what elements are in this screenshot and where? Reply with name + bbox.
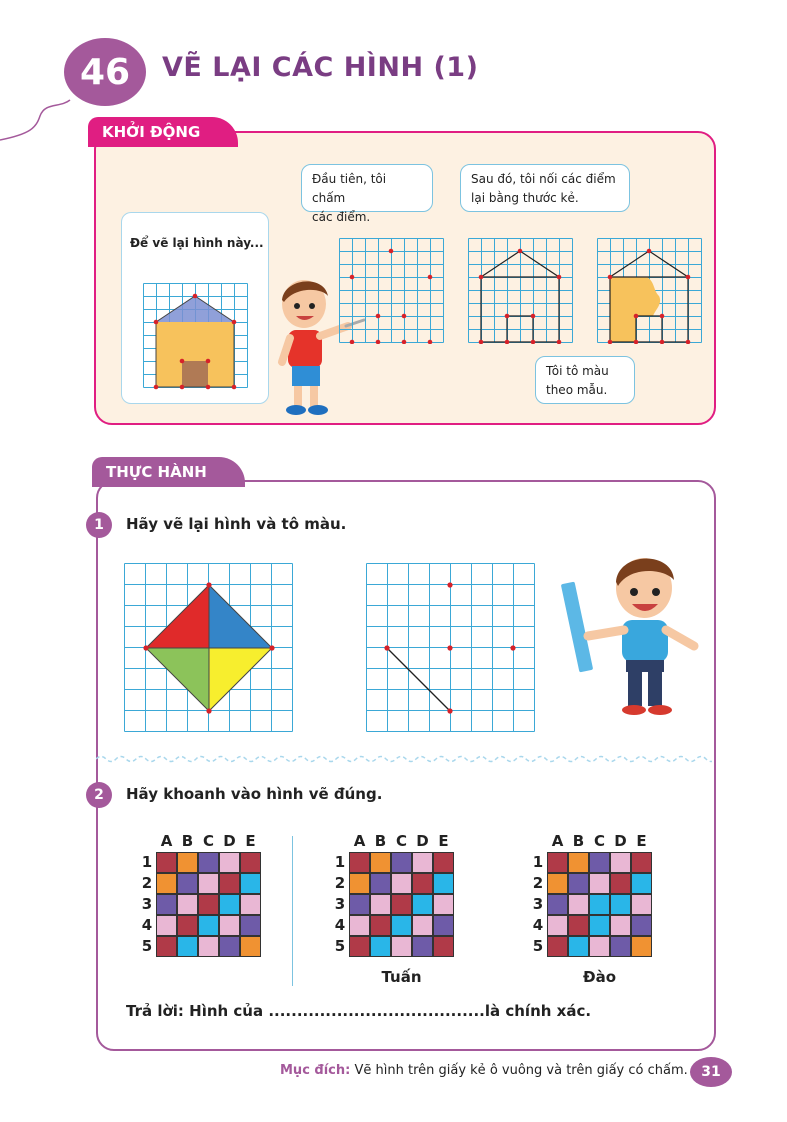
row-header: 1 bbox=[334, 853, 346, 871]
grid-cell bbox=[631, 894, 652, 915]
row-header: 3 bbox=[334, 895, 346, 913]
grid-cell bbox=[631, 852, 652, 873]
grid-cell bbox=[589, 873, 610, 894]
column-header: D bbox=[416, 832, 429, 850]
grid-cell bbox=[391, 915, 412, 936]
page-title: VẼ LẠI CÁC HÌNH (1) bbox=[162, 52, 479, 83]
grid-cell bbox=[349, 873, 370, 894]
row-header: 4 bbox=[141, 916, 153, 934]
column-header: A bbox=[551, 832, 564, 850]
row-header: 4 bbox=[334, 916, 346, 934]
column-header: D bbox=[614, 832, 627, 850]
grid-cell bbox=[156, 915, 177, 936]
balloon-string bbox=[0, 98, 80, 148]
grid-cell bbox=[589, 894, 610, 915]
grid-cell bbox=[547, 936, 568, 957]
grid-cell bbox=[349, 915, 370, 936]
grid-cell bbox=[370, 852, 391, 873]
column-header: B bbox=[374, 832, 387, 850]
grid-cell bbox=[631, 936, 652, 957]
grid-cell bbox=[412, 894, 433, 915]
bubble-1-line-2: các điểm. bbox=[312, 210, 371, 224]
grid-cell bbox=[349, 894, 370, 915]
grid-cell bbox=[547, 894, 568, 915]
page-number-badge bbox=[690, 1057, 732, 1087]
grid-cell bbox=[412, 852, 433, 873]
model-house-grid bbox=[143, 283, 251, 391]
page-number: 31 bbox=[701, 1064, 721, 1080]
speech-bubble-step-1 bbox=[301, 164, 433, 224]
bubble-3-line-2: theo mẫu. bbox=[546, 383, 608, 397]
grid-cell bbox=[412, 873, 433, 894]
question-2-text: Hãy khoanh vào hình vẽ đúng. bbox=[126, 785, 383, 803]
answer-prefix: Trả lời: Hình của bbox=[126, 1002, 269, 1020]
grid-cell bbox=[433, 936, 454, 957]
grid-cell bbox=[219, 873, 240, 894]
q1-exercise-grid[interactable] bbox=[366, 563, 538, 735]
column-header: D bbox=[223, 832, 236, 850]
step-1-dots-grid bbox=[339, 238, 445, 344]
grid-cell bbox=[412, 936, 433, 957]
grid-cell bbox=[240, 915, 261, 936]
grid-cell bbox=[370, 915, 391, 936]
grid-cell bbox=[433, 915, 454, 936]
grid-cell bbox=[610, 894, 631, 915]
started-line bbox=[387, 648, 450, 711]
column-header: B bbox=[181, 832, 194, 850]
grid-cell bbox=[568, 852, 589, 873]
grid-cell bbox=[219, 936, 240, 957]
grid-cell bbox=[610, 936, 631, 957]
lesson-number: 46 bbox=[79, 51, 131, 93]
warmup-tab: KHỞI ĐỘNG bbox=[88, 117, 238, 147]
grid-cell bbox=[589, 936, 610, 957]
column-header: C bbox=[593, 832, 605, 850]
grid-cell bbox=[370, 894, 391, 915]
row-header: 1 bbox=[532, 853, 544, 871]
row-header: 2 bbox=[141, 874, 153, 892]
grid-cell bbox=[568, 894, 589, 915]
grid-cell bbox=[547, 915, 568, 936]
grid-cell bbox=[370, 936, 391, 957]
grid-cell bbox=[547, 852, 568, 873]
lesson-number-badge bbox=[64, 38, 146, 106]
grid-cell bbox=[177, 936, 198, 957]
section-divider bbox=[96, 752, 712, 766]
grid-cell bbox=[370, 873, 391, 894]
answer-line bbox=[126, 1002, 591, 1020]
grid-cell bbox=[610, 873, 631, 894]
grid-cell bbox=[219, 894, 240, 915]
grid-cell bbox=[547, 873, 568, 894]
row-header: 5 bbox=[532, 937, 544, 955]
color-grid-option[interactable] bbox=[531, 830, 661, 990]
grid-cell bbox=[433, 852, 454, 873]
purpose-note bbox=[280, 1063, 688, 1078]
grid-cell bbox=[219, 852, 240, 873]
grid-cell bbox=[391, 852, 412, 873]
grid-cell bbox=[391, 936, 412, 957]
answer-blank[interactable]: ...................................... bbox=[268, 1002, 485, 1020]
grid-cell bbox=[240, 936, 261, 957]
grid-cell bbox=[433, 873, 454, 894]
purpose-label: Mục đích: bbox=[280, 1063, 351, 1078]
grid-cell bbox=[177, 873, 198, 894]
grid-cell bbox=[156, 852, 177, 873]
speech-bubble-step-2 bbox=[460, 164, 630, 212]
grid-cell bbox=[219, 915, 240, 936]
step-2-connected-grid bbox=[468, 238, 574, 344]
grid-cell bbox=[156, 936, 177, 957]
row-header: 2 bbox=[334, 874, 346, 892]
speech-bubble-step-3 bbox=[535, 356, 635, 404]
grid-cell bbox=[349, 936, 370, 957]
intro-text: Để vẽ lại hình này... bbox=[130, 236, 264, 250]
grid-cell bbox=[391, 894, 412, 915]
house-door bbox=[182, 361, 208, 387]
q1-model-grid bbox=[124, 563, 296, 735]
bubble-3-line-1: Tôi tô màu bbox=[546, 364, 609, 378]
grid-cell bbox=[589, 915, 610, 936]
column-header: C bbox=[395, 832, 407, 850]
grid-cell bbox=[631, 915, 652, 936]
grid-cell bbox=[177, 894, 198, 915]
grid-cell bbox=[568, 915, 589, 936]
grid-cell bbox=[433, 894, 454, 915]
grid-cell bbox=[349, 852, 370, 873]
column-header: A bbox=[353, 832, 366, 850]
column-header: A bbox=[160, 832, 173, 850]
grid-owner-name: Đào bbox=[583, 968, 616, 986]
bubble-1-line-1: Đầu tiên, tôi chấm bbox=[312, 172, 387, 205]
color-grid-option[interactable] bbox=[140, 830, 270, 990]
column-header: E bbox=[438, 832, 449, 850]
grid-cell bbox=[631, 873, 652, 894]
color-grid-option[interactable] bbox=[333, 830, 463, 990]
grid-cell bbox=[589, 852, 610, 873]
grid-cell bbox=[198, 936, 219, 957]
grid-cell bbox=[240, 873, 261, 894]
grid-cell bbox=[391, 873, 412, 894]
answer-suffix: là chính xác. bbox=[484, 1002, 592, 1020]
row-header: 3 bbox=[141, 895, 153, 913]
grid-cell bbox=[610, 915, 631, 936]
bubble-2-line-2: lại bằng thước kẻ. bbox=[471, 191, 579, 205]
question-2-number: 2 bbox=[86, 782, 112, 808]
grid-cell bbox=[177, 915, 198, 936]
row-header: 5 bbox=[334, 937, 346, 955]
grid-cell bbox=[198, 852, 219, 873]
grid-cell bbox=[240, 852, 261, 873]
boy-with-ruler-illustration bbox=[560, 552, 708, 722]
grid-cell bbox=[198, 894, 219, 915]
purpose-text: Vẽ hình trên giấy kẻ ô vuông và trên giấy có chấm. bbox=[350, 1063, 688, 1078]
row-header: 3 bbox=[532, 895, 544, 913]
grid-owner-name: Tuấn bbox=[381, 968, 422, 986]
row-header: 4 bbox=[532, 916, 544, 934]
grid-cell bbox=[412, 915, 433, 936]
grid-cell bbox=[177, 852, 198, 873]
column-header: C bbox=[202, 832, 214, 850]
grid-cell bbox=[156, 873, 177, 894]
grid-cell bbox=[610, 852, 631, 873]
bubble-2-line-1: Sau đó, tôi nối các điểm bbox=[471, 172, 616, 186]
grid-cell bbox=[240, 894, 261, 915]
column-header: E bbox=[245, 832, 256, 850]
column-header: B bbox=[572, 832, 585, 850]
row-header: 5 bbox=[141, 937, 153, 955]
row-header: 1 bbox=[141, 853, 153, 871]
column-header: E bbox=[636, 832, 647, 850]
grid-cell bbox=[568, 873, 589, 894]
row-header: 2 bbox=[532, 874, 544, 892]
question-1-text: Hãy vẽ lại hình và tô màu. bbox=[126, 515, 347, 533]
step-3-coloring-grid bbox=[597, 238, 703, 344]
partial-coloring bbox=[610, 277, 660, 342]
grid-cell bbox=[568, 936, 589, 957]
option-divider bbox=[292, 836, 293, 986]
grid-cell bbox=[198, 873, 219, 894]
practice-tab: THỰC HÀNH bbox=[92, 457, 245, 487]
question-1-number: 1 bbox=[86, 512, 112, 538]
grid-cell bbox=[198, 915, 219, 936]
grid-cell bbox=[156, 894, 177, 915]
